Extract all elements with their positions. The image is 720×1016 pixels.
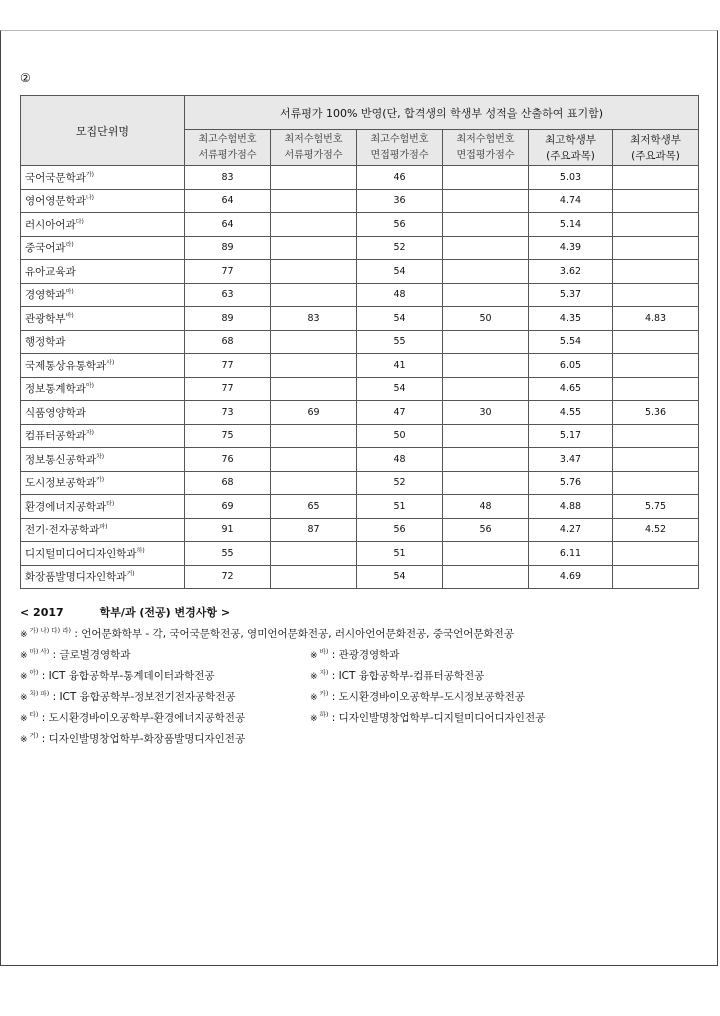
department-name: 중국어과$^{라)}$ (21, 236, 185, 260)
score-cell (271, 236, 357, 260)
footnote-mark: 바) (319, 647, 329, 656)
table-row (21, 448, 699, 472)
score-cell: 5.75 (613, 495, 699, 519)
footnote-mark: 차) (96, 453, 105, 461)
score-cell (613, 542, 699, 566)
footnote-mark: 타) (29, 710, 39, 719)
note-text: : 도시환경바이오공학부-도시정보공학전공 (328, 691, 525, 703)
score-cell: 48 (443, 495, 529, 519)
score-cell: 76 (185, 448, 271, 472)
header-sub-col: 최저학생부 (주요과목) (613, 130, 699, 166)
score-cell: 41 (357, 354, 443, 378)
score-cell (613, 424, 699, 448)
header-evaluation-title: 서류평가 100% 반영(단, 합격생의 학생부 성적을 산출하여 표기함) (185, 96, 699, 130)
score-cell: 89 (185, 236, 271, 260)
score-cell (271, 448, 357, 472)
score-cell: 4.88 (529, 495, 613, 519)
table-row (21, 307, 699, 331)
footnote-mark: 라) (65, 241, 74, 249)
score-cell: 47 (357, 401, 443, 425)
note-line (20, 666, 700, 687)
score-cell: 5.36 (613, 401, 699, 425)
score-cell: 4.27 (529, 518, 613, 542)
note-line (20, 687, 700, 708)
score-cell (271, 330, 357, 354)
department-name: 유아교육과 (21, 260, 185, 284)
table-row (21, 542, 699, 566)
score-cell (443, 424, 529, 448)
score-cell (613, 236, 699, 260)
department-name: 식품영양학과 (21, 401, 185, 425)
note-star: ※ (310, 714, 318, 724)
score-cell: 5.14 (529, 213, 613, 237)
department-name: 전기·전자공학과$^{파)}$ (21, 518, 185, 542)
score-cell: 83 (271, 307, 357, 331)
score-cell (443, 471, 529, 495)
note-text: : 디자인발명창업학부-화장품발명디자인전공 (38, 733, 246, 745)
score-cell: 51 (357, 542, 443, 566)
score-cell: 46 (357, 166, 443, 190)
score-cell (271, 542, 357, 566)
score-cell (443, 542, 529, 566)
department-name: 경영학과$^{마)}$ (21, 283, 185, 307)
table-row (21, 377, 699, 401)
table-row (21, 236, 699, 260)
note-star: ※ (20, 651, 28, 661)
score-cell (613, 189, 699, 213)
score-cell: 68 (185, 330, 271, 354)
note-star: ※ (20, 693, 28, 703)
footnote-mark: 마) 사) (29, 647, 50, 656)
score-cell: 73 (185, 401, 271, 425)
footnote-mark: 사) (106, 359, 115, 367)
score-cell: 54 (357, 307, 443, 331)
score-cell: 4.39 (529, 236, 613, 260)
score-cell: 69 (271, 401, 357, 425)
department-name: 환경에너지공학과$^{타)}$ (21, 495, 185, 519)
score-cell: 6.05 (529, 354, 613, 378)
score-cell: 50 (443, 307, 529, 331)
score-cell: 68 (185, 471, 271, 495)
score-cell: 5.17 (529, 424, 613, 448)
footnote-mark: 아) (29, 668, 39, 677)
score-cell: 56 (443, 518, 529, 542)
department-name: 러시아어과$^{다)}$ (21, 213, 185, 237)
score-cell: 64 (185, 213, 271, 237)
table-row (21, 518, 699, 542)
department-name: 국제통상유통학과$^{사)}$ (21, 354, 185, 378)
footnote-mark: 자) (319, 668, 329, 677)
table-row (21, 166, 699, 190)
department-name: 화장품발명디자인학과$^{거)}$ (21, 565, 185, 589)
score-cell (443, 377, 529, 401)
note-star: ※ (20, 714, 28, 724)
footnote-mark: 마) (65, 288, 74, 296)
footnote-mark: 타) (106, 500, 115, 508)
score-cell (443, 189, 529, 213)
score-cell: 56 (357, 213, 443, 237)
footnote-mark: 파) (99, 523, 108, 531)
score-cell: 55 (185, 542, 271, 566)
score-cell: 48 (357, 448, 443, 472)
note-second-column (310, 666, 484, 688)
table-row (21, 330, 699, 354)
score-cell (443, 354, 529, 378)
footnote-mark: 다) (75, 218, 84, 226)
score-cell: 51 (357, 495, 443, 519)
score-cell (271, 283, 357, 307)
table-row (21, 189, 699, 213)
score-cell: 5.76 (529, 471, 613, 495)
table-row (21, 401, 699, 425)
score-cell: 5.03 (529, 166, 613, 190)
change-notes (20, 604, 700, 750)
score-cell: 55 (357, 330, 443, 354)
score-cell (613, 283, 699, 307)
department-name: 도시정보공학과$^{카)}$ (21, 471, 185, 495)
footnote-mark: 차) 파) (29, 689, 50, 698)
note-text: : ICT 융합공학부-통계데이터과학전공 (38, 670, 215, 682)
footnote-mark: 카) (96, 476, 105, 484)
score-cell: 5.54 (529, 330, 613, 354)
score-cell: 52 (357, 236, 443, 260)
note-second-column (310, 687, 525, 709)
header-sub-col: 최저수험번호 서류평가점수 (271, 130, 357, 166)
score-cell: 63 (185, 283, 271, 307)
score-cell (443, 448, 529, 472)
note-star: ※ (20, 672, 28, 682)
department-name: 국어국문학과$^{가)}$ (21, 166, 185, 190)
note-star: ※ (310, 672, 318, 682)
table-row (21, 283, 699, 307)
department-name: 정보통계학과$^{아)}$ (21, 377, 185, 401)
score-cell: 69 (185, 495, 271, 519)
score-cell (613, 166, 699, 190)
score-cell: 89 (185, 307, 271, 331)
note-text: : 도시환경바이오공학부-환경에너지공학전공 (38, 712, 246, 724)
note-second-column (310, 645, 399, 667)
score-cell: 48 (357, 283, 443, 307)
score-cell: 54 (357, 377, 443, 401)
score-cell: 3.62 (529, 260, 613, 284)
score-cell (271, 377, 357, 401)
score-cell: 4.74 (529, 189, 613, 213)
score-cell (443, 330, 529, 354)
footnote-mark: 가) (85, 171, 94, 179)
score-cell: 5.37 (529, 283, 613, 307)
table-row (21, 495, 699, 519)
footnote-mark: 자) (85, 429, 94, 437)
score-cell: 4.83 (613, 307, 699, 331)
department-name: 디지털미디어디자인학과$^{하)}$ (21, 542, 185, 566)
footnote-mark: 거) (126, 570, 135, 578)
footnote-mark: 하) (136, 547, 145, 555)
note-star: ※ (310, 693, 318, 703)
score-cell: 4.69 (529, 565, 613, 589)
note-line (20, 624, 700, 645)
score-cell (443, 213, 529, 237)
score-cell: 54 (357, 565, 443, 589)
table-row (21, 354, 699, 378)
department-name: 컴퓨터공학과$^{자)}$ (21, 424, 185, 448)
score-cell (271, 189, 357, 213)
score-cell: 77 (185, 377, 271, 401)
table-row (21, 213, 699, 237)
header-sub-col: 최저수험번호 면접평가점수 (443, 130, 529, 166)
note-line (20, 708, 700, 729)
score-cell (443, 565, 529, 589)
footnote-mark: 가) 나) 다) 라) (29, 626, 72, 635)
header-sub-col: 최고수험번호 면접평가점수 (357, 130, 443, 166)
header-sub-col: 최고학생부 (주요과목) (529, 130, 613, 166)
score-cell: 87 (271, 518, 357, 542)
note-text: : ICT 융합공학부-컴퓨터공학전공 (328, 670, 485, 682)
footnote-mark: 바) (65, 312, 74, 320)
score-cell: 54 (357, 260, 443, 284)
department-name: 관광학부$^{바)}$ (21, 307, 185, 331)
footnote-mark: 거) (29, 731, 39, 740)
score-cell: 83 (185, 166, 271, 190)
score-cell (271, 260, 357, 284)
score-cell: 4.52 (613, 518, 699, 542)
score-cell: 50 (357, 424, 443, 448)
score-cell: 91 (185, 518, 271, 542)
score-cell (443, 236, 529, 260)
score-cell (613, 213, 699, 237)
department-name: 행정학과 (21, 330, 185, 354)
department-name: 영어영문학과$^{나)}$ (21, 189, 185, 213)
score-cell (271, 354, 357, 378)
score-cell (271, 166, 357, 190)
note-line (20, 729, 700, 750)
note-second-column (310, 708, 545, 730)
score-cell (613, 565, 699, 589)
score-cell (443, 166, 529, 190)
score-cell (271, 424, 357, 448)
footnote-mark: 카) (319, 689, 329, 698)
footnote-mark: 하) (319, 710, 329, 719)
note-star: ※ (310, 651, 318, 661)
note-line (20, 645, 700, 666)
score-cell: 52 (357, 471, 443, 495)
score-cell: 56 (357, 518, 443, 542)
score-cell: 72 (185, 565, 271, 589)
score-cell: 3.47 (529, 448, 613, 472)
note-text: : 관광경영학과 (328, 649, 400, 661)
admission-results-table (20, 95, 699, 589)
score-cell (613, 448, 699, 472)
note-text: : ICT 융합공학부-정보전기전자공학전공 (49, 691, 236, 703)
score-cell: 75 (185, 424, 271, 448)
score-cell: 4.55 (529, 401, 613, 425)
score-cell (613, 471, 699, 495)
note-star: ※ (20, 630, 28, 640)
header-department-name: 모집단위명 (21, 96, 185, 166)
section-number: ② (20, 71, 31, 85)
score-cell (271, 565, 357, 589)
table-row (21, 471, 699, 495)
note-star: ※ (20, 735, 28, 745)
note-text: : 글로벌경영학과 (49, 649, 131, 661)
table-row (21, 260, 699, 284)
footnote-mark: 나) (85, 194, 94, 202)
score-cell: 77 (185, 260, 271, 284)
score-cell (443, 260, 529, 284)
note-text: : 디자인발명창업학부-디지털미디어디자인전공 (328, 712, 546, 724)
score-cell (613, 330, 699, 354)
score-cell (613, 354, 699, 378)
score-cell (271, 471, 357, 495)
score-cell: 4.65 (529, 377, 613, 401)
table-row (21, 565, 699, 589)
notes-title: < 2017 학부/과 (전공) 변경사항 > (20, 606, 231, 619)
score-cell: 77 (185, 354, 271, 378)
footnote-mark: 아) (85, 382, 94, 390)
department-name: 정보통신공학과$^{차)}$ (21, 448, 185, 472)
header-sub-col: 최고수험번호 서류평가점수 (185, 130, 271, 166)
score-cell (443, 283, 529, 307)
score-cell: 64 (185, 189, 271, 213)
score-cell: 4.35 (529, 307, 613, 331)
score-cell: 65 (271, 495, 357, 519)
score-cell (271, 213, 357, 237)
note-text: : 언어문화학부 - 각, 국어국문학전공, 영미언어문화전공, 러시아언어문화전공, 중국언어문화전공 (71, 628, 514, 640)
score-cell: 36 (357, 189, 443, 213)
table-row (21, 424, 699, 448)
score-cell (613, 377, 699, 401)
score-cell: 6.11 (529, 542, 613, 566)
score-cell (613, 260, 699, 284)
score-cell: 30 (443, 401, 529, 425)
